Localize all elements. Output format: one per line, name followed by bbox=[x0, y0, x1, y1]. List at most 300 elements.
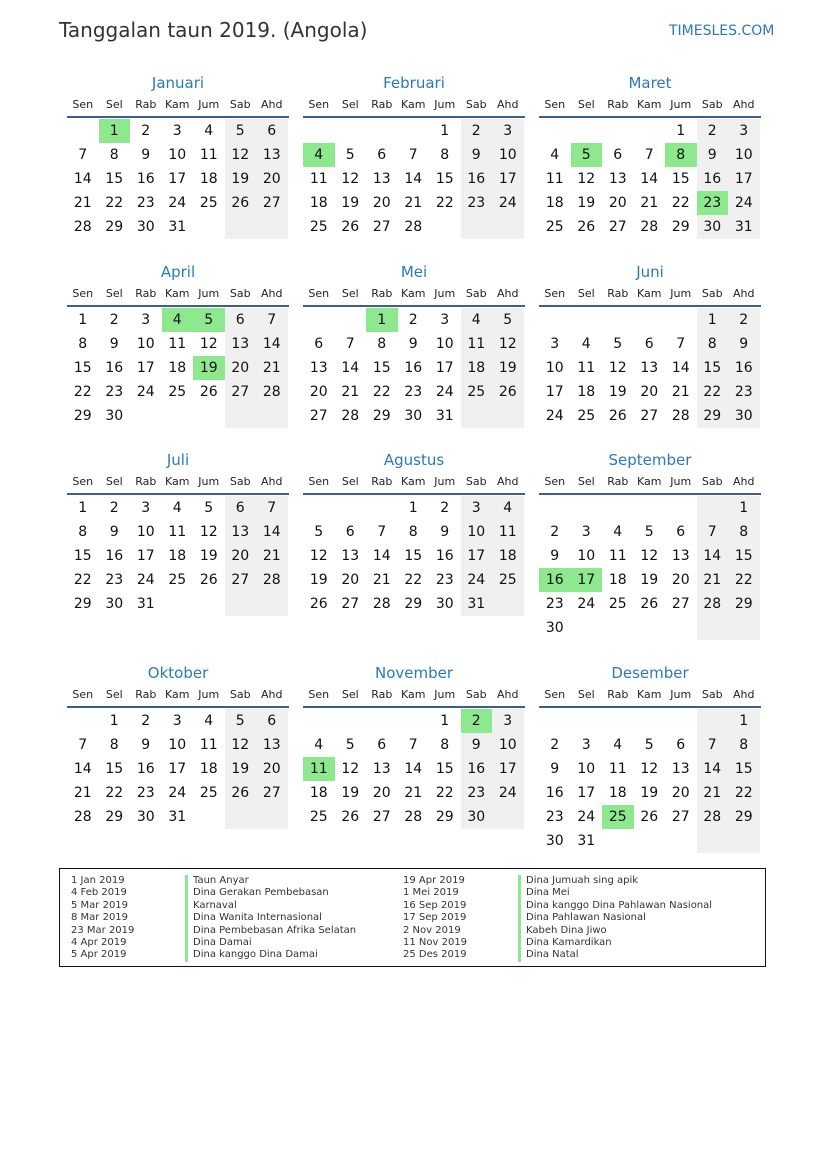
day-cell[interactable]: 8 bbox=[440, 737, 450, 753]
day-cell[interactable]: 23 bbox=[728, 380, 760, 404]
day-cell[interactable]: 2 bbox=[109, 312, 119, 328]
day-cell[interactable]: 26 bbox=[640, 596, 659, 612]
day-cell[interactable]: 3 bbox=[550, 336, 560, 352]
day-cell[interactable]: 30 bbox=[105, 408, 124, 424]
day-cell[interactable]: 30 bbox=[728, 404, 760, 428]
day-cell[interactable]: 7 bbox=[697, 733, 729, 757]
day-cell[interactable]: 10 bbox=[168, 147, 187, 163]
day-cell[interactable]: 7 bbox=[345, 336, 355, 352]
day-cell[interactable]: 26 bbox=[341, 809, 360, 825]
day-cell[interactable]: 11 bbox=[168, 524, 187, 540]
day-cell[interactable]: 3 bbox=[141, 500, 151, 516]
day-cell[interactable]: 8 bbox=[728, 733, 760, 757]
day-cell[interactable]: 13 bbox=[372, 761, 391, 777]
day-cell[interactable]: 10 bbox=[168, 737, 187, 753]
day-cell[interactable]: 1 bbox=[676, 123, 686, 139]
day-cell[interactable]: 10 bbox=[435, 336, 454, 352]
day-cell[interactable]: 25 bbox=[168, 384, 187, 400]
day-cell[interactable]: 24 bbox=[545, 408, 564, 424]
day-cell[interactable]: 20 bbox=[671, 572, 690, 588]
day-cell[interactable]: 11 bbox=[608, 548, 627, 564]
day-cell[interactable]: 23 bbox=[545, 596, 564, 612]
day-cell[interactable]: 26 bbox=[199, 384, 218, 400]
day-cell[interactable]: 31 bbox=[577, 833, 596, 849]
day-cell[interactable]: 25 bbox=[199, 195, 218, 211]
day-cell[interactable]: 26 bbox=[309, 596, 328, 612]
day-cell[interactable]: 18 bbox=[492, 544, 524, 568]
day-cell[interactable]: 19 bbox=[341, 785, 360, 801]
day-cell[interactable]: 24 bbox=[492, 781, 524, 805]
day-cell[interactable]: 16 bbox=[461, 167, 493, 191]
day-cell[interactable]: 6 bbox=[314, 336, 324, 352]
day-cell[interactable]: 2 bbox=[550, 524, 560, 540]
day-cell[interactable]: 4 bbox=[581, 336, 591, 352]
day-cell[interactable]: 1 bbox=[109, 713, 119, 729]
day-cell[interactable]: 23 bbox=[545, 809, 564, 825]
day-cell[interactable]: 20 bbox=[671, 785, 690, 801]
day-cell[interactable]: 20 bbox=[225, 356, 257, 380]
day-cell[interactable]: 14 bbox=[256, 520, 288, 544]
day-cell[interactable]: 6 bbox=[676, 737, 686, 753]
day-cell[interactable]: 11 bbox=[461, 332, 493, 356]
day-cell[interactable]: 15 bbox=[404, 548, 423, 564]
day-cell[interactable]: 6 bbox=[256, 119, 288, 143]
day-cell[interactable]: 18 bbox=[199, 171, 218, 187]
day-cell[interactable]: 10 bbox=[136, 524, 155, 540]
day-cell[interactable]: 25 bbox=[492, 568, 524, 592]
day-cell[interactable]: 1 bbox=[440, 123, 450, 139]
day-cell[interactable]: 8 bbox=[697, 332, 729, 356]
day-cell[interactable]: 24 bbox=[435, 384, 454, 400]
day-cell[interactable]: 22 bbox=[404, 572, 423, 588]
day-cell[interactable]: 13 bbox=[372, 171, 391, 187]
day-cell[interactable]: 3 bbox=[728, 119, 760, 143]
day-cell[interactable]: 6 bbox=[676, 524, 686, 540]
day-cell[interactable]: 1 bbox=[78, 500, 88, 516]
day-cell[interactable]: 29 bbox=[73, 408, 92, 424]
day-cell[interactable]: 4 bbox=[172, 500, 182, 516]
day-cell[interactable]: 15 bbox=[697, 356, 729, 380]
day-cell[interactable]: 9 bbox=[461, 733, 493, 757]
day-cell[interactable]: 24 bbox=[168, 195, 187, 211]
day-cell[interactable]: 3 bbox=[440, 312, 450, 328]
day-cell[interactable]: 24 bbox=[168, 785, 187, 801]
day-cell[interactable]: 22 bbox=[697, 380, 729, 404]
day-cell[interactable]: 9 bbox=[408, 336, 418, 352]
day-cell[interactable]: 4 bbox=[204, 713, 214, 729]
day-cell[interactable]: 31 bbox=[728, 215, 760, 239]
day-cell[interactable]: 14 bbox=[404, 761, 423, 777]
day-cell[interactable]: 21 bbox=[341, 384, 360, 400]
day-cell[interactable]: 9 bbox=[697, 143, 729, 167]
day-cell[interactable]: 28 bbox=[404, 809, 423, 825]
day-cell[interactable]: 31 bbox=[136, 596, 155, 612]
day-cell[interactable]: 28 bbox=[73, 219, 92, 235]
day-cell[interactable]: 17 bbox=[577, 785, 596, 801]
holiday-day-cell[interactable]: 11 bbox=[303, 757, 335, 781]
holiday-day-cell[interactable]: 17 bbox=[571, 568, 603, 592]
day-cell[interactable]: 28 bbox=[341, 408, 360, 424]
day-cell[interactable]: 14 bbox=[256, 332, 288, 356]
day-cell[interactable]: 8 bbox=[377, 336, 387, 352]
day-cell[interactable]: 9 bbox=[141, 147, 151, 163]
day-cell[interactable]: 12 bbox=[577, 171, 596, 187]
holiday-day-cell[interactable]: 8 bbox=[665, 143, 697, 167]
day-cell[interactable]: 25 bbox=[309, 219, 328, 235]
day-cell[interactable]: 18 bbox=[577, 384, 596, 400]
day-cell[interactable]: 5 bbox=[345, 147, 355, 163]
day-cell[interactable]: 13 bbox=[225, 520, 257, 544]
day-cell[interactable]: 6 bbox=[256, 709, 288, 733]
day-cell[interactable]: 13 bbox=[671, 548, 690, 564]
day-cell[interactable]: 2 bbox=[728, 308, 760, 332]
day-cell[interactable]: 7 bbox=[78, 737, 88, 753]
day-cell[interactable]: 13 bbox=[225, 332, 257, 356]
day-cell[interactable]: 26 bbox=[225, 191, 257, 215]
day-cell[interactable]: 28 bbox=[697, 592, 729, 616]
day-cell[interactable]: 14 bbox=[640, 171, 659, 187]
day-cell[interactable]: 27 bbox=[225, 568, 257, 592]
day-cell[interactable]: 21 bbox=[73, 195, 92, 211]
day-cell[interactable]: 6 bbox=[377, 737, 387, 753]
day-cell[interactable]: 16 bbox=[545, 785, 564, 801]
day-cell[interactable]: 29 bbox=[697, 404, 729, 428]
day-cell[interactable]: 24 bbox=[136, 572, 155, 588]
day-cell[interactable]: 13 bbox=[256, 143, 288, 167]
day-cell[interactable]: 20 bbox=[372, 195, 391, 211]
day-cell[interactable]: 30 bbox=[404, 408, 423, 424]
day-cell[interactable]: 25 bbox=[608, 596, 627, 612]
day-cell[interactable]: 23 bbox=[461, 781, 493, 805]
day-cell[interactable]: 26 bbox=[577, 219, 596, 235]
day-cell[interactable]: 20 bbox=[640, 384, 659, 400]
day-cell[interactable]: 4 bbox=[613, 737, 623, 753]
day-cell[interactable]: 11 bbox=[577, 360, 596, 376]
day-cell[interactable]: 2 bbox=[697, 119, 729, 143]
day-cell[interactable]: 26 bbox=[492, 380, 524, 404]
day-cell[interactable]: 9 bbox=[109, 524, 119, 540]
day-cell[interactable]: 22 bbox=[728, 568, 760, 592]
day-cell[interactable]: 25 bbox=[545, 219, 564, 235]
day-cell[interactable]: 15 bbox=[435, 761, 454, 777]
day-cell[interactable]: 10 bbox=[728, 143, 760, 167]
holiday-day-cell[interactable]: 4 bbox=[303, 143, 335, 167]
day-cell[interactable]: 8 bbox=[109, 737, 119, 753]
day-cell[interactable]: 14 bbox=[73, 171, 92, 187]
day-cell[interactable]: 29 bbox=[671, 219, 690, 235]
day-cell[interactable]: 17 bbox=[168, 171, 187, 187]
day-cell[interactable]: 2 bbox=[461, 119, 493, 143]
day-cell[interactable]: 11 bbox=[309, 171, 328, 187]
day-cell[interactable]: 2 bbox=[550, 737, 560, 753]
day-cell[interactable]: 27 bbox=[256, 781, 288, 805]
holiday-day-cell[interactable]: 4 bbox=[162, 308, 194, 332]
day-cell[interactable]: 9 bbox=[141, 737, 151, 753]
day-cell[interactable]: 26 bbox=[640, 809, 659, 825]
day-cell[interactable]: 16 bbox=[105, 360, 124, 376]
day-cell[interactable]: 7 bbox=[256, 308, 288, 332]
day-cell[interactable]: 28 bbox=[697, 805, 729, 829]
holiday-day-cell[interactable]: 2 bbox=[461, 709, 493, 733]
day-cell[interactable]: 10 bbox=[577, 548, 596, 564]
day-cell[interactable]: 12 bbox=[309, 548, 328, 564]
day-cell[interactable]: 25 bbox=[461, 380, 493, 404]
holiday-day-cell[interactable]: 1 bbox=[99, 119, 131, 143]
day-cell[interactable]: 7 bbox=[408, 147, 418, 163]
day-cell[interactable]: 4 bbox=[492, 496, 524, 520]
day-cell[interactable]: 25 bbox=[199, 785, 218, 801]
day-cell[interactable]: 17 bbox=[728, 167, 760, 191]
day-cell[interactable]: 6 bbox=[377, 147, 387, 163]
day-cell[interactable]: 29 bbox=[435, 809, 454, 825]
day-cell[interactable]: 21 bbox=[671, 384, 690, 400]
day-cell[interactable]: 18 bbox=[309, 195, 328, 211]
day-cell[interactable]: 29 bbox=[728, 592, 760, 616]
day-cell[interactable]: 14 bbox=[404, 171, 423, 187]
day-cell[interactable]: 11 bbox=[199, 147, 218, 163]
day-cell[interactable]: 10 bbox=[461, 520, 493, 544]
day-cell[interactable]: 14 bbox=[372, 548, 391, 564]
day-cell[interactable]: 31 bbox=[168, 809, 187, 825]
holiday-day-cell[interactable]: 1 bbox=[366, 308, 398, 332]
day-cell[interactable]: 30 bbox=[105, 596, 124, 612]
day-cell[interactable]: 2 bbox=[440, 500, 450, 516]
day-cell[interactable]: 11 bbox=[545, 171, 564, 187]
day-cell[interactable]: 23 bbox=[136, 785, 155, 801]
day-cell[interactable]: 21 bbox=[640, 195, 659, 211]
day-cell[interactable]: 22 bbox=[73, 384, 92, 400]
day-cell[interactable]: 12 bbox=[640, 548, 659, 564]
day-cell[interactable]: 1 bbox=[728, 709, 760, 733]
day-cell[interactable]: 30 bbox=[697, 215, 729, 239]
holiday-day-cell[interactable]: 16 bbox=[539, 568, 571, 592]
day-cell[interactable]: 30 bbox=[461, 805, 493, 829]
day-cell[interactable]: 12 bbox=[225, 733, 257, 757]
day-cell[interactable]: 20 bbox=[372, 785, 391, 801]
day-cell[interactable]: 29 bbox=[105, 219, 124, 235]
day-cell[interactable]: 20 bbox=[341, 572, 360, 588]
day-cell[interactable]: 2 bbox=[408, 312, 418, 328]
day-cell[interactable]: 27 bbox=[341, 596, 360, 612]
day-cell[interactable]: 25 bbox=[577, 408, 596, 424]
day-cell[interactable]: 15 bbox=[728, 544, 760, 568]
day-cell[interactable]: 3 bbox=[172, 713, 182, 729]
day-cell[interactable]: 14 bbox=[697, 757, 729, 781]
day-cell[interactable]: 7 bbox=[644, 147, 654, 163]
day-cell[interactable]: 8 bbox=[78, 336, 88, 352]
day-cell[interactable]: 20 bbox=[225, 544, 257, 568]
day-cell[interactable]: 9 bbox=[109, 336, 119, 352]
day-cell[interactable]: 9 bbox=[728, 332, 760, 356]
day-cell[interactable]: 31 bbox=[461, 592, 493, 616]
day-cell[interactable]: 6 bbox=[225, 308, 257, 332]
day-cell[interactable]: 17 bbox=[545, 384, 564, 400]
day-cell[interactable]: 18 bbox=[309, 785, 328, 801]
day-cell[interactable]: 15 bbox=[105, 761, 124, 777]
day-cell[interactable]: 12 bbox=[199, 524, 218, 540]
day-cell[interactable]: 27 bbox=[372, 809, 391, 825]
day-cell[interactable]: 20 bbox=[256, 167, 288, 191]
day-cell[interactable]: 28 bbox=[256, 380, 288, 404]
day-cell[interactable]: 5 bbox=[644, 737, 654, 753]
day-cell[interactable]: 6 bbox=[225, 496, 257, 520]
day-cell[interactable]: 13 bbox=[341, 548, 360, 564]
day-cell[interactable]: 5 bbox=[613, 336, 623, 352]
day-cell[interactable]: 27 bbox=[256, 191, 288, 215]
holiday-day-cell[interactable]: 5 bbox=[571, 143, 603, 167]
day-cell[interactable]: 18 bbox=[608, 572, 627, 588]
day-cell[interactable]: 27 bbox=[608, 219, 627, 235]
day-cell[interactable]: 12 bbox=[341, 761, 360, 777]
day-cell[interactable]: 26 bbox=[225, 781, 257, 805]
day-cell[interactable]: 23 bbox=[105, 384, 124, 400]
day-cell[interactable]: 16 bbox=[697, 167, 729, 191]
day-cell[interactable]: 17 bbox=[136, 548, 155, 564]
day-cell[interactable]: 10 bbox=[492, 143, 524, 167]
day-cell[interactable]: 15 bbox=[435, 171, 454, 187]
day-cell[interactable]: 15 bbox=[372, 360, 391, 376]
day-cell[interactable]: 5 bbox=[492, 308, 524, 332]
day-cell[interactable]: 5 bbox=[204, 500, 214, 516]
day-cell[interactable]: 5 bbox=[644, 524, 654, 540]
day-cell[interactable]: 10 bbox=[492, 733, 524, 757]
holiday-day-cell[interactable]: 19 bbox=[193, 356, 225, 380]
day-cell[interactable]: 21 bbox=[256, 356, 288, 380]
day-cell[interactable]: 2 bbox=[109, 500, 119, 516]
day-cell[interactable]: 4 bbox=[314, 737, 324, 753]
day-cell[interactable]: 28 bbox=[404, 219, 423, 235]
day-cell[interactable]: 29 bbox=[105, 809, 124, 825]
day-cell[interactable]: 25 bbox=[168, 572, 187, 588]
day-cell[interactable]: 16 bbox=[728, 356, 760, 380]
day-cell[interactable]: 23 bbox=[105, 572, 124, 588]
day-cell[interactable]: 20 bbox=[309, 384, 328, 400]
day-cell[interactable]: 18 bbox=[199, 761, 218, 777]
day-cell[interactable]: 16 bbox=[105, 548, 124, 564]
day-cell[interactable]: 20 bbox=[256, 757, 288, 781]
day-cell[interactable]: 17 bbox=[168, 761, 187, 777]
day-cell[interactable]: 14 bbox=[697, 544, 729, 568]
day-cell[interactable]: 17 bbox=[492, 167, 524, 191]
day-cell[interactable]: 22 bbox=[73, 572, 92, 588]
day-cell[interactable]: 22 bbox=[105, 195, 124, 211]
day-cell[interactable]: 5 bbox=[345, 737, 355, 753]
day-cell[interactable]: 7 bbox=[256, 496, 288, 520]
day-cell[interactable]: 27 bbox=[671, 596, 690, 612]
day-cell[interactable]: 3 bbox=[492, 119, 524, 143]
day-cell[interactable]: 8 bbox=[728, 520, 760, 544]
day-cell[interactable]: 7 bbox=[676, 336, 686, 352]
day-cell[interactable]: 1 bbox=[440, 713, 450, 729]
day-cell[interactable]: 29 bbox=[73, 596, 92, 612]
day-cell[interactable]: 24 bbox=[577, 809, 596, 825]
day-cell[interactable]: 5 bbox=[314, 524, 324, 540]
day-cell[interactable]: 20 bbox=[608, 195, 627, 211]
day-cell[interactable]: 2 bbox=[141, 713, 151, 729]
day-cell[interactable]: 25 bbox=[309, 809, 328, 825]
day-cell[interactable]: 14 bbox=[73, 761, 92, 777]
day-cell[interactable]: 21 bbox=[697, 568, 729, 592]
day-cell[interactable]: 12 bbox=[225, 143, 257, 167]
day-cell[interactable]: 24 bbox=[728, 191, 760, 215]
day-cell[interactable]: 24 bbox=[136, 384, 155, 400]
day-cell[interactable]: 30 bbox=[435, 596, 454, 612]
day-cell[interactable]: 8 bbox=[440, 147, 450, 163]
day-cell[interactable]: 24 bbox=[461, 568, 493, 592]
day-cell[interactable]: 7 bbox=[377, 524, 387, 540]
day-cell[interactable]: 18 bbox=[545, 195, 564, 211]
day-cell[interactable]: 19 bbox=[492, 356, 524, 380]
day-cell[interactable]: 19 bbox=[225, 757, 257, 781]
day-cell[interactable]: 4 bbox=[613, 524, 623, 540]
day-cell[interactable]: 11 bbox=[608, 761, 627, 777]
day-cell[interactable]: 28 bbox=[372, 596, 391, 612]
day-cell[interactable]: 11 bbox=[492, 520, 524, 544]
day-cell[interactable]: 3 bbox=[581, 524, 591, 540]
day-cell[interactable]: 23 bbox=[136, 195, 155, 211]
day-cell[interactable]: 15 bbox=[105, 171, 124, 187]
day-cell[interactable]: 7 bbox=[697, 520, 729, 544]
day-cell[interactable]: 6 bbox=[613, 147, 623, 163]
day-cell[interactable]: 13 bbox=[608, 171, 627, 187]
day-cell[interactable]: 16 bbox=[136, 171, 155, 187]
day-cell[interactable]: 22 bbox=[435, 785, 454, 801]
day-cell[interactable]: 18 bbox=[608, 785, 627, 801]
day-cell[interactable]: 22 bbox=[435, 195, 454, 211]
day-cell[interactable]: 12 bbox=[341, 171, 360, 187]
day-cell[interactable]: 21 bbox=[697, 781, 729, 805]
day-cell[interactable]: 28 bbox=[640, 219, 659, 235]
day-cell[interactable]: 6 bbox=[345, 524, 355, 540]
day-cell[interactable]: 4 bbox=[461, 308, 493, 332]
day-cell[interactable]: 23 bbox=[435, 572, 454, 588]
day-cell[interactable]: 18 bbox=[168, 360, 187, 376]
day-cell[interactable]: 2 bbox=[141, 123, 151, 139]
day-cell[interactable]: 19 bbox=[640, 572, 659, 588]
day-cell[interactable]: 30 bbox=[136, 219, 155, 235]
day-cell[interactable]: 9 bbox=[550, 548, 560, 564]
day-cell[interactable]: 16 bbox=[404, 360, 423, 376]
day-cell[interactable]: 12 bbox=[608, 360, 627, 376]
day-cell[interactable]: 23 bbox=[404, 384, 423, 400]
day-cell[interactable]: 15 bbox=[671, 171, 690, 187]
day-cell[interactable]: 23 bbox=[461, 191, 493, 215]
day-cell[interactable]: 29 bbox=[728, 805, 760, 829]
day-cell[interactable]: 9 bbox=[550, 761, 560, 777]
day-cell[interactable]: 1 bbox=[697, 308, 729, 332]
day-cell[interactable]: 3 bbox=[581, 737, 591, 753]
day-cell[interactable]: 27 bbox=[671, 809, 690, 825]
day-cell[interactable]: 17 bbox=[435, 360, 454, 376]
day-cell[interactable]: 1 bbox=[728, 496, 760, 520]
day-cell[interactable]: 30 bbox=[545, 833, 564, 849]
day-cell[interactable]: 21 bbox=[372, 572, 391, 588]
day-cell[interactable]: 16 bbox=[461, 757, 493, 781]
day-cell[interactable]: 3 bbox=[172, 123, 182, 139]
day-cell[interactable]: 10 bbox=[577, 761, 596, 777]
day-cell[interactable]: 21 bbox=[256, 544, 288, 568]
day-cell[interactable]: 17 bbox=[461, 544, 493, 568]
day-cell[interactable]: 19 bbox=[640, 785, 659, 801]
day-cell[interactable]: 27 bbox=[372, 219, 391, 235]
brand-link[interactable]: TIMESLES.COM bbox=[669, 23, 775, 39]
day-cell[interactable]: 24 bbox=[492, 191, 524, 215]
holiday-day-cell[interactable]: 23 bbox=[697, 191, 729, 215]
day-cell[interactable]: 28 bbox=[256, 568, 288, 592]
day-cell[interactable]: 12 bbox=[640, 761, 659, 777]
day-cell[interactable]: 18 bbox=[168, 548, 187, 564]
day-cell[interactable]: 7 bbox=[78, 147, 88, 163]
